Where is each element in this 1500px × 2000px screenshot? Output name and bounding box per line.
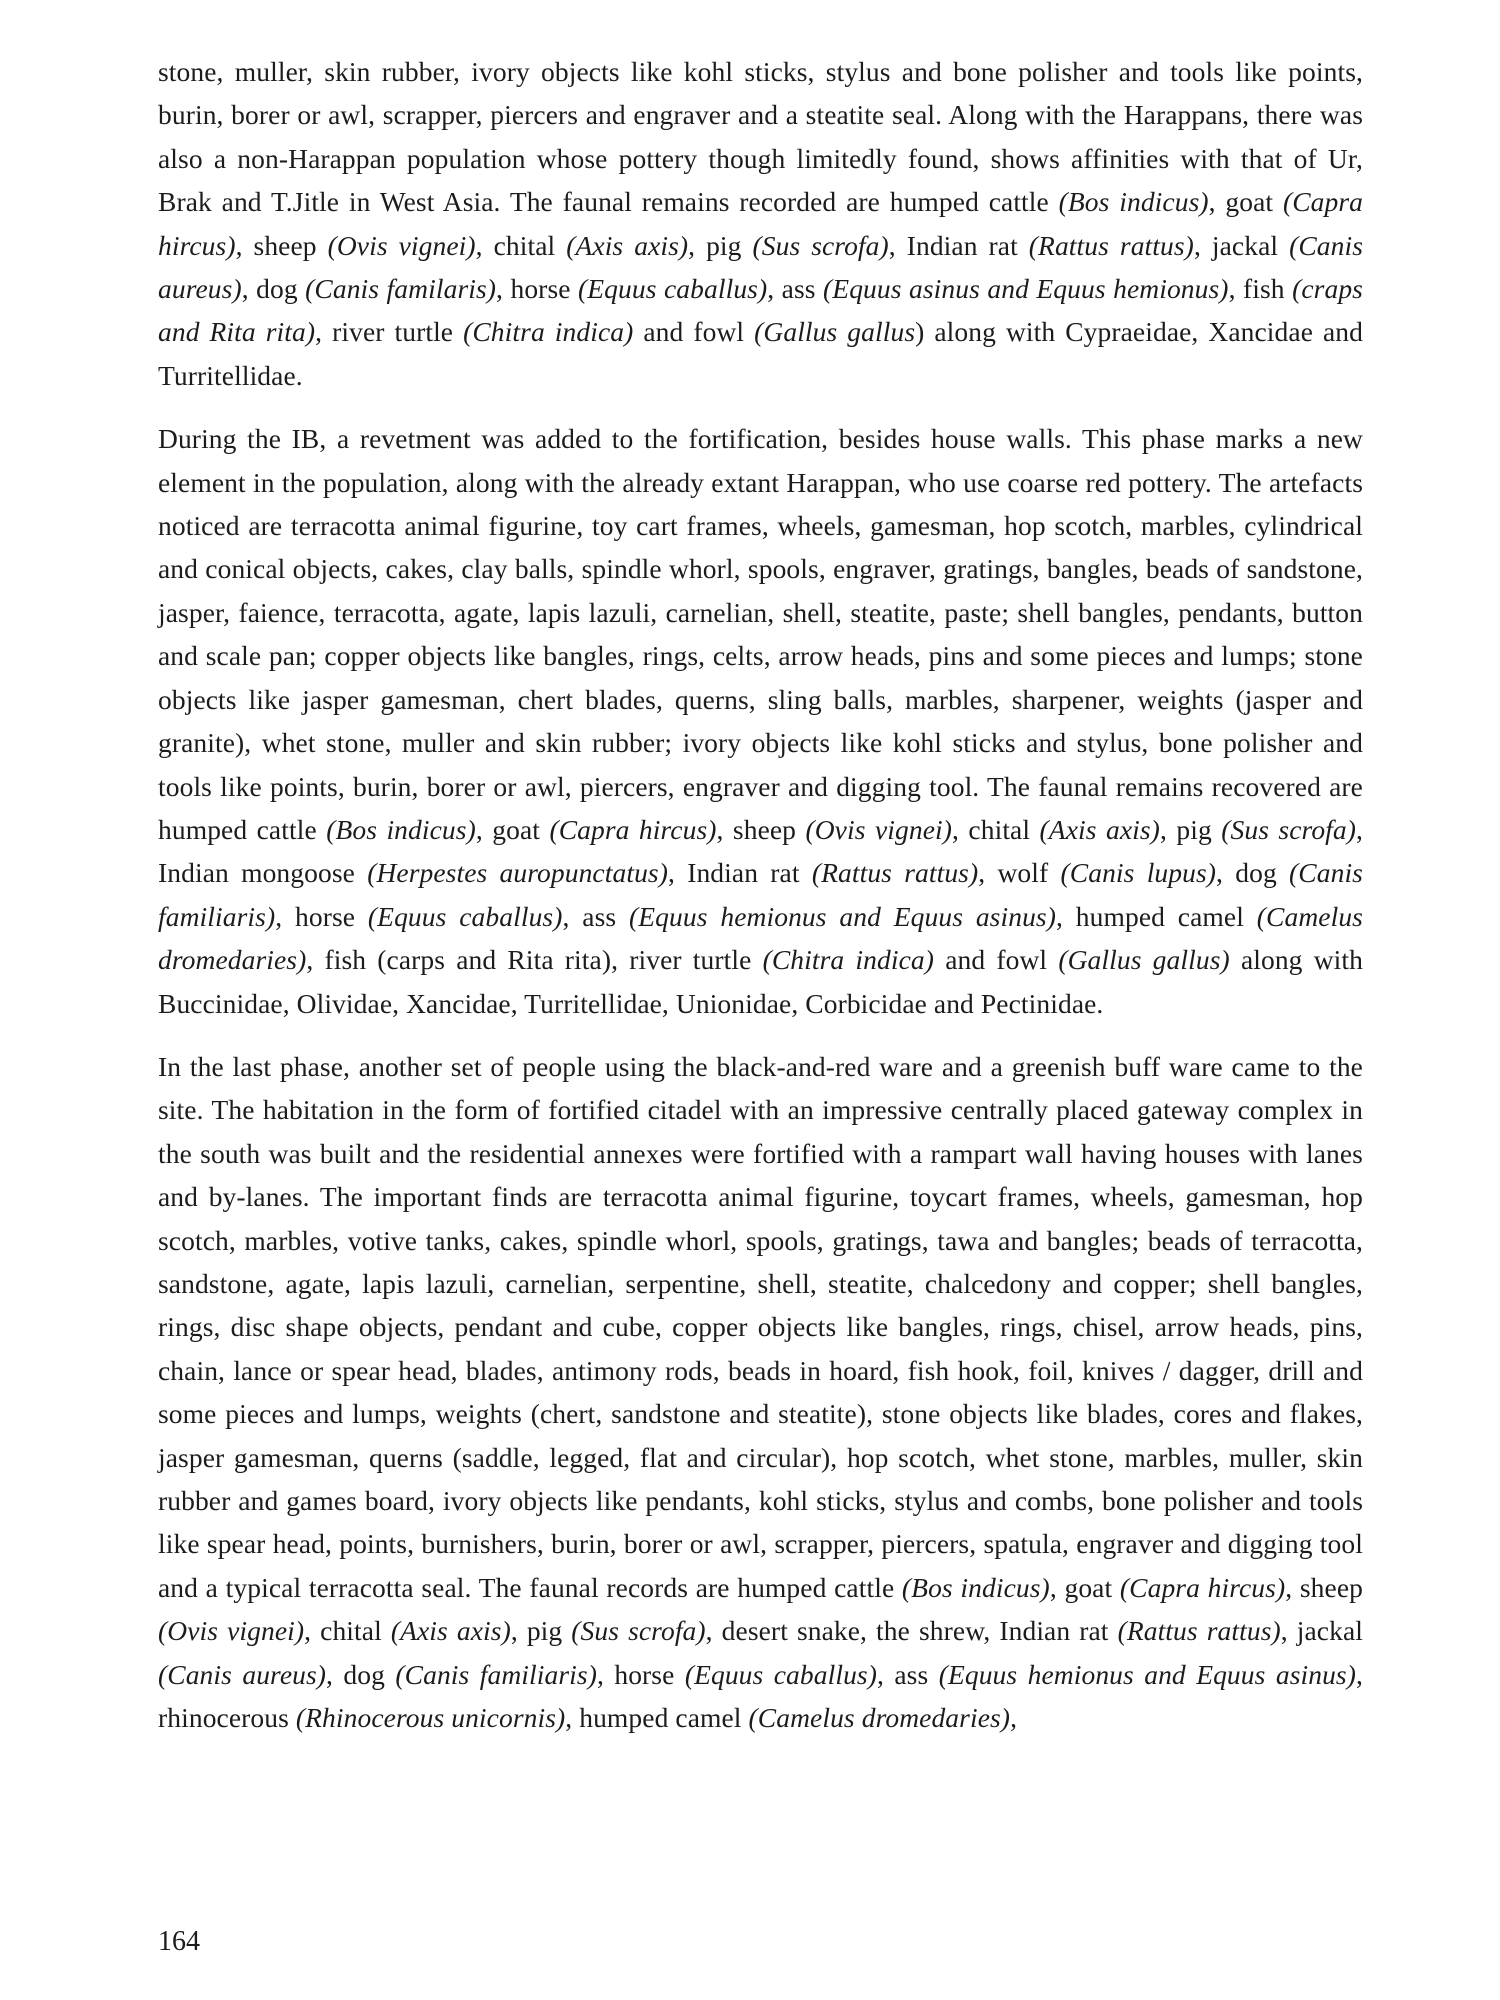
text-run: , river turtle bbox=[315, 316, 464, 348]
page-number: 164 bbox=[158, 1926, 200, 1957]
text-run: , pig bbox=[688, 229, 753, 261]
text-run: and fowl bbox=[934, 944, 1059, 976]
text-run: , humped camel bbox=[1055, 900, 1257, 932]
text-run: , chital bbox=[304, 1615, 391, 1647]
text-run: , dog bbox=[1216, 857, 1290, 889]
text-run: , goat bbox=[1208, 186, 1283, 218]
species-name: (Gallus gallus) bbox=[1058, 944, 1230, 976]
species-name: (Ovis vignei) bbox=[805, 813, 953, 845]
text-run: , Indian rat bbox=[888, 229, 1029, 261]
text-run: along with Buccinidae, Olividae, Xancidae, Turritellidae, Unionidae, Corbicidae and Pectinidae. bbox=[158, 944, 1363, 1019]
text-run: , sheep bbox=[235, 229, 328, 261]
text-run: , fish bbox=[1228, 273, 1293, 305]
species-name: (Herpestes auropunctatus) bbox=[367, 857, 668, 889]
species-name: (Rattus rattus) bbox=[811, 857, 979, 889]
species-name: (Equus caballus) bbox=[684, 1658, 877, 1690]
text-run: , pig bbox=[510, 1615, 572, 1647]
species-name: (Canis familaris) bbox=[305, 273, 497, 305]
species-name: (Canis aureus) bbox=[158, 229, 1364, 305]
text-run: , sheep bbox=[1285, 1571, 1363, 1603]
text-run: , jackal bbox=[1193, 229, 1290, 261]
species-name: (Canis lupus) bbox=[1060, 857, 1217, 889]
species-name: (Bos indicus) bbox=[1058, 186, 1209, 218]
text-run: and fowl bbox=[633, 316, 755, 348]
species-name: (Equus caballus) bbox=[367, 900, 563, 932]
text-run: ) along with Cypraeidae, Xancidae and Turritellidae. bbox=[158, 316, 1363, 391]
text-run: , chital bbox=[952, 813, 1040, 845]
species-name: (Capra hircus) bbox=[158, 186, 1363, 261]
text-run: , sheep bbox=[716, 813, 806, 845]
text-run: , goat bbox=[1049, 1571, 1120, 1603]
species-name: (Ovis vignei) bbox=[158, 1615, 305, 1647]
text-run: , horse bbox=[275, 900, 368, 932]
text-run: , Indian rat bbox=[667, 857, 812, 889]
species-name: (Canis familiaris) bbox=[395, 1658, 597, 1690]
species-name: (Ovis vignei) bbox=[327, 229, 476, 261]
text-run: , horse bbox=[596, 1658, 685, 1690]
text-run: , ass bbox=[562, 900, 630, 932]
paragraph-phase-ia bbox=[158, 50, 1363, 397]
species-name: (Rattus rattus) bbox=[1117, 1615, 1281, 1647]
text-run: , horse bbox=[496, 273, 579, 305]
species-name: (Equus hemionus and Equus asinus) bbox=[938, 1658, 1356, 1690]
text-run: , fish (carps and Rita rita), river turtle bbox=[306, 944, 763, 976]
text-run: , dog bbox=[326, 1658, 396, 1690]
species-name: (Sus scrofa) bbox=[752, 229, 889, 261]
species-name: (Rattus rattus) bbox=[1028, 229, 1194, 261]
species-name: (Axis axis) bbox=[1039, 813, 1160, 845]
species-name: (craps and Rita rita) bbox=[158, 273, 1363, 348]
text-run: , humped camel bbox=[565, 1702, 749, 1734]
text-run: , dog bbox=[241, 273, 306, 305]
text-run: In the last phase, another set of people using the black-and-red ware and a greenish buff ware came to the site. The habitation in the form of fortified citadel with an impressive centrally placed gateway complex in the south was built and the residential annexes were fortified with a rampart wall having houses with lanes and by-lanes. The important finds are terracotta animal figurine, toycart frames, wheels, gamesman, hop scotch, marbles, votive tanks, cakes, spindle whorl, spools, gratings, tawa and bangles; beads of terracotta, sandstone, agate, lapis lazuli, carnelian, serpentine, shell, steatite, chalcedony and copper; shell bangles, rings, disc shape objects, pendant and cube, copper objects like bangles, rings, chisel, arrow heads, pins, chain, lance or spear head, blades, antimony rods, beads in hoard, fish hook, foil, knives / dagger, drill and some pieces and lumps, weights (chert, sandstone and steatite), stone objects like blades, cores and flakes, jasper gamesman, querns (saddle, legged, flat and circular), hop scotch, whet stone, marbles, muller, skin rubber and games board, ivory objects like pendants, kohl sticks, stylus and combs, bone polisher and tools like spear head, points, burnishers, burin, borer or awl, scrapper, piercers, spatula, engraver and digging tool and a typical terracotta seal. The faunal records are humped cattle bbox=[158, 1050, 1363, 1603]
species-name: (Sus scrofa) bbox=[571, 1615, 706, 1647]
text-run: , bbox=[1010, 1702, 1018, 1734]
text-run: , wolf bbox=[978, 857, 1061, 889]
page-body bbox=[158, 50, 1363, 1759]
paragraph-last-phase bbox=[158, 1045, 1363, 1740]
species-name: (Chitra indica) bbox=[762, 944, 935, 976]
species-name: (Equus asinus and Equus hemionus) bbox=[823, 273, 1229, 305]
text-run: During the IB, a revetment was added to the fortification, besides house walls. This phase marks a new element in the population, along with the already extant Harappan, who use coarse red pottery. The artefacts noticed are terracotta animal figurine, toy cart frames, wheels, gamesman, hop scotch, marbles, cylindrical and conical objects, cakes, clay balls, spindle whorl, spools, engraver, gratings, bangles, beads of sandstone, jasper, faience, terracotta, agate, lapis lazuli, carnelian, shell, steatite, paste; shell bangles, pendants, button and scale pan; copper objects like bangles, rings, celts, arrow heads, pins and some pieces and lumps; stone objects like jasper gamesman, chert blades, querns, sling balls, marbles, sharpener, weights (jasper and granite), whet stone, muller and skin rubber; ivory objects like kohl sticks and stylus, bone polisher and tools like points, burin, borer or awl, piercers, engraver and digging tool. The faunal remains recovered are humped cattle bbox=[158, 423, 1363, 845]
text-run: , desert snake, the shrew, Indian rat bbox=[705, 1615, 1118, 1647]
species-name: (Equus hemionus and Equus asinus) bbox=[629, 900, 1056, 932]
species-name: (Sus scrofa) bbox=[1221, 813, 1357, 845]
species-name: (Camelus dromedaries) bbox=[748, 1702, 1011, 1734]
species-name: (Rhinocerous unicornis) bbox=[295, 1702, 566, 1734]
text-run: , rhinocerous bbox=[158, 1658, 1363, 1734]
species-name: (Axis axis) bbox=[390, 1615, 511, 1647]
text-run: , goat bbox=[475, 813, 550, 845]
species-name: (Chitra indica) bbox=[463, 316, 634, 348]
species-name: (Camelus dromedaries) bbox=[158, 900, 1363, 976]
text-run: , ass bbox=[877, 1658, 939, 1690]
species-name: (Gallus gallus bbox=[754, 316, 916, 348]
species-name: (Bos indicus) bbox=[326, 813, 476, 845]
text-run: , Indian mongoose bbox=[158, 813, 1363, 889]
species-name: (Canis aureus) bbox=[158, 1658, 327, 1690]
paragraph-phase-ib bbox=[158, 417, 1363, 1025]
species-name: (Capra hircus) bbox=[549, 813, 717, 845]
text-run: , pig bbox=[1159, 813, 1222, 845]
text-run: , ass bbox=[767, 273, 824, 305]
text-run: , jackal bbox=[1280, 1615, 1364, 1647]
species-name: (Canis familiaris) bbox=[158, 857, 1363, 932]
species-name: (Capra hircus) bbox=[1119, 1571, 1286, 1603]
species-name: (Axis axis) bbox=[566, 229, 689, 261]
species-name: (Bos indicus) bbox=[901, 1571, 1050, 1603]
species-name: (Equus caballus) bbox=[578, 273, 768, 305]
text-run: stone, muller, skin rubber, ivory objects like kohl sticks, stylus and bone polisher and tools like points, burin, borer or awl, scrapper, piercers and engraver and a steatite seal. Along with the Harappans, there was also a non-Harappan population whose pottery though limitedly found, shows affinities with that of Ur, Brak and T.Jitle in West Asia. The faunal remains recorded are humped cattle bbox=[158, 56, 1363, 218]
text-run: , chital bbox=[475, 229, 567, 261]
